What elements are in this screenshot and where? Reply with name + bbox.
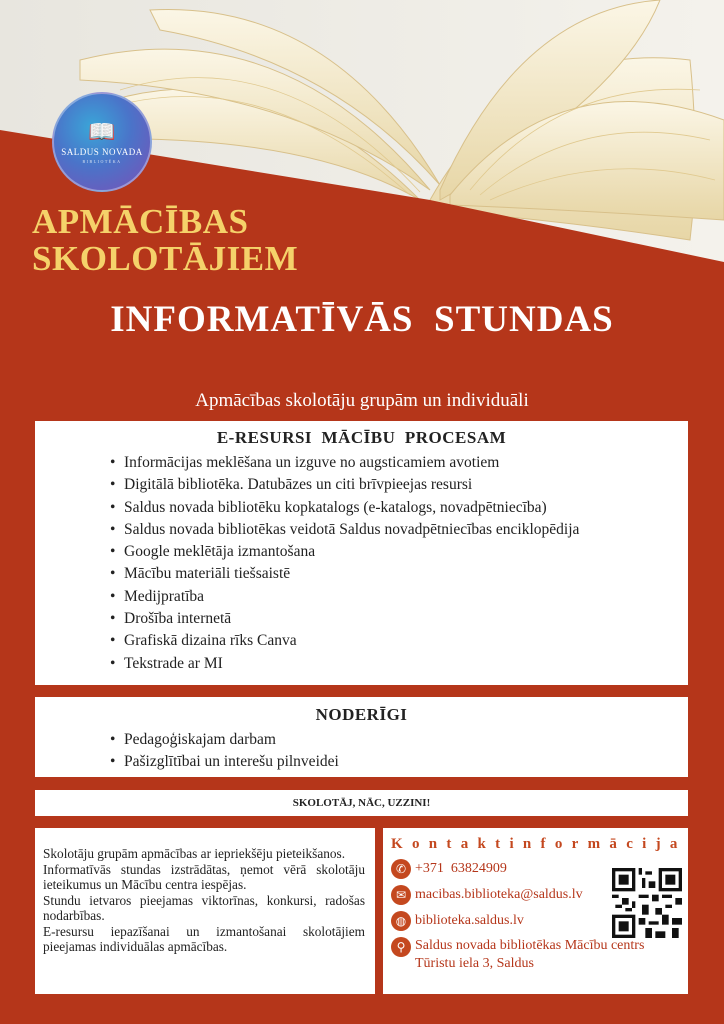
eresources-panel [35,421,688,685]
list-item: • Drošība internetā [110,608,688,630]
useful-list [110,729,688,774]
address [415,937,644,973]
main-title: INFORMATĪVĀS STUNDAS [110,299,614,340]
info-paragraph: Skolotāju grupām apmācības ar iepriekšēju pieteikšanos. [43,846,346,861]
library-logo [52,92,152,192]
info-paragraph: E-resursu iepazīšanai un izmantošanai skolotājiem pieejamas individuālas apmācības. [43,923,365,954]
address-line-2: Tūristu iela 3, Saldus [415,956,534,971]
info-panel [35,828,375,994]
subtitle: Apmācības skolotāju grupām un individuāli [195,390,529,411]
list-item: • Pedagoģiskajam darbam [110,729,688,751]
qr-code[interactable] [612,868,682,938]
info-paragraph: Informatīvās stundas izstrādātas, ņemot vērā skolotāju ieteikumus un Mācību centra iespējas. [43,861,365,892]
useful-panel [35,697,688,777]
list-item: • Google meklētāja izmantošana [110,541,688,563]
location-icon: ⚲ [391,937,411,957]
address-line-1: Saldus novada bibliotēkas Mācību centrs [415,938,645,953]
list-item: • Saldus novada bibliotēkas veidotā Saldus novadpētniecības enciklopēdija [110,519,688,541]
eresources-heading: E-RESURSI MĀCĪBU PROCESAM [216,428,507,447]
slogan-banner: SKOLOTĀJ, NĀC, UZZINI! [35,790,688,816]
useful-heading: NODERĪGI [315,705,408,724]
list-item: • Mācību materiāli tiešsaistē [110,563,688,585]
list-item: • Digitālā bibliotēka. Datubāzes un citi brīvpieejas resursi [110,474,688,496]
headline-line-1: APMĀCĪBAS [32,202,249,241]
phone-number: +371 63824909 [415,861,507,876]
contact-panel [383,828,688,994]
logo-name: SALDUS NOVADA [61,146,143,157]
list-item: • Saldus novada bibliotēku kopkatalogs (e-katalogs, novadpētniecība) [110,497,688,519]
eresources-list [110,452,688,675]
contact-heading: Kontaktinformācija [391,836,687,852]
info-paragraph: Stundu ietvaros pieejamas viktorīnas, konkursi, radošas nodarbības. [43,892,365,923]
globe-icon: ◍ [391,911,411,931]
list-item: • Grafiskā dizaina rīks Canva [110,630,688,652]
web-link[interactable]: biblioteka.saldus.lv [415,913,524,928]
list-item: • Tekstrade ar MI [110,653,688,675]
phone-icon: ✆ [391,859,411,879]
list-item: • Informācijas meklēšana un izguve no augsticamiem avotiem [110,452,688,474]
headline [32,203,298,277]
logo-sub: BIBLIOTĒKA [82,158,122,164]
list-item: • Pašizglītībai un interešu pilnveidei [110,751,688,773]
list-item: • Medijpratība [110,586,688,608]
headline-line-2: SKOLOTĀJIEM [32,239,299,278]
mail-icon: ✉ [391,885,411,905]
book-icon: 📖 [88,118,116,144]
email-link[interactable]: macibas.biblioteka@saldus.lv [415,887,583,902]
address-row [391,937,680,973]
